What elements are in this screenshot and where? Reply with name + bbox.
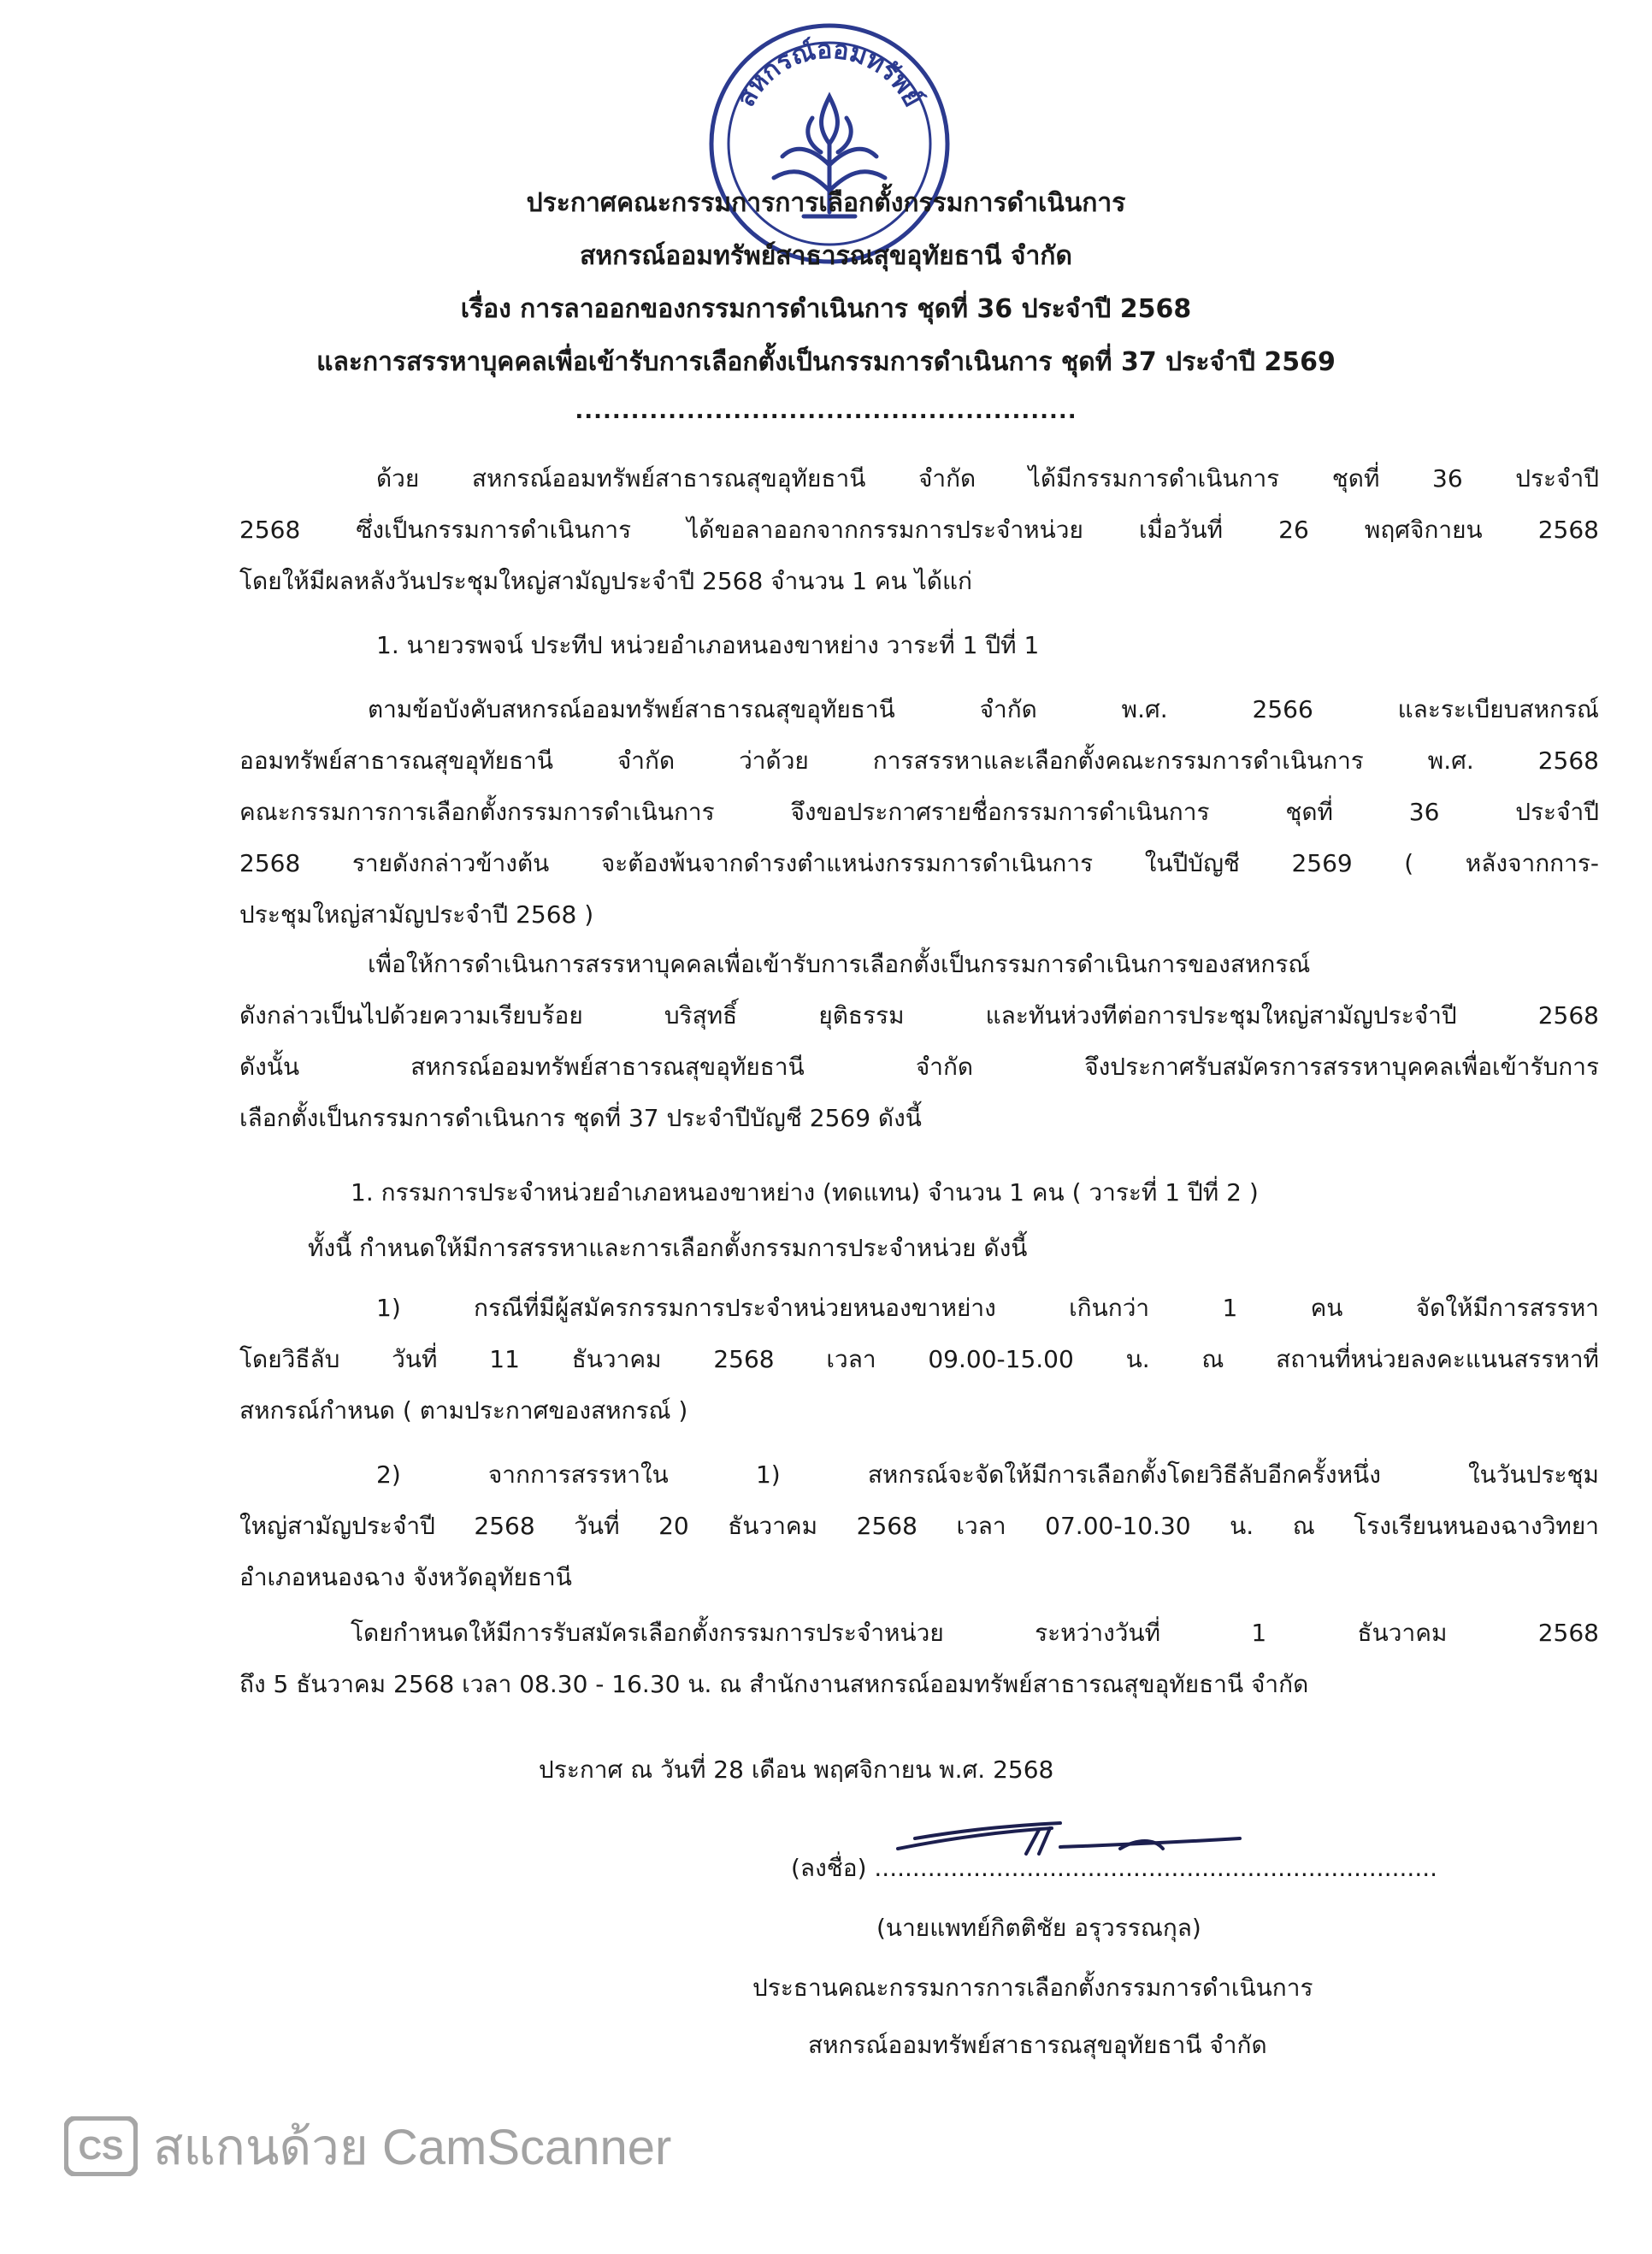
step1-line3: สหกรณ์กำหนด ( ตามประกาศของสหกรณ์ ) (239, 1396, 688, 1425)
schedule-intro: ทั้งนี้ กำหนดให้มีการสรรหาและการเลือกตั้งกรรมการประจำหน่วย ดังนี้ (308, 1234, 1028, 1262)
signer-name: (นายแพทย์กิตติชัย อรุวรรณกุล) (876, 1914, 1201, 1942)
para2-line4: 2568 รายดังกล่าวข้างต้น จะต้องพ้นจากดำรงตำแหน่งกรรมการดำเนินการ ในปีบัญชี 2569 ( หลังจากการ- (239, 849, 1599, 877)
svg-text:สหกรณ์ออมทรัพย์: สหกรณ์ออมทรัพย์ (730, 34, 929, 112)
para3-line3: ดังนั้น สหกรณ์ออมทรัพย์สาธารณสุขอุทัยธานี จำกัด จึงประกาศรับสมัครการสรรหาบุคคลเพื่อเข้ารับการ (239, 1053, 1599, 1081)
position-item: 1. กรรมการประจำหน่วยอำเภอหนองขาหย่าง (ทดแทน) จำนวน 1 คน ( วาระที่ 1 ปีที่ 2 ) (351, 1178, 1259, 1207)
signer-position: ประธานคณะกรรมการการเลือกตั้งกรรมการดำเนินการ (752, 1974, 1313, 2002)
camscanner-watermark (64, 2116, 671, 2176)
header-subject-continued: และการสรรหาบุคคลเพื่อเข้ารับการเลือกตั้งเป็นกรรมการดำเนินการ ชุดที่ 37 ประจำปี 2569 (316, 347, 1336, 377)
step2-line3: อำเภอหนองฉาง จังหวัดอุทัยธานี (239, 1563, 572, 1591)
para2-line2: ออมทรัพย์สาธารณสุขอุทัยธานี จำกัด ว่าด้วย การสรรหาและเลือกตั้งคณะกรรมการดำเนินการ พ.ศ. 2568 (239, 746, 1599, 775)
step2-line2: ใหญ่สามัญประจำปี 2568 วันที่ 20 ธันวาคม 2568 เวลา 07.00-10.30 น. ณ โรงเรียนหนองฉางวิทยา (239, 1512, 1599, 1540)
step1-line2: โดยวิธีลับ วันที่ 11 ธันวาคม 2568 เวลา 09.00-15.00 น. ณ สถานที่หน่วยลงคะแนนสรรหาที่ (239, 1345, 1599, 1373)
para3-line2: ดังกล่าวเป็นไปด้วยความเรียบร้อย บริสุทธิ์ ยุติธรรม และทันห่วงทีต่อการประชุมใหญ่สามัญประจำปี 2568 (239, 1001, 1599, 1030)
para2-line1: ตามข้อบังคับสหกรณ์ออมทรัพย์สาธารณสุขอุทัยธานี จำกัด พ.ศ. 2566 และระเบียบสหกรณ์ (368, 695, 1599, 723)
header-divider: ...................................................... (575, 398, 1077, 424)
svg-text:CS: CS (78, 2131, 124, 2167)
header-subject: เรื่อง การลาออกของกรรมการดำเนินการ ชุดที่ 36 ประจำปี 2568 (460, 294, 1192, 324)
para1-line2: 2568 ซึ่งเป็นกรรมการดำเนินการ ได้ขอลาออกจากกรรมการประจำหน่วย เมื่อวันที่ 26 พฤศจิกายน 2568 (239, 516, 1599, 544)
cooperative-seal-icon (701, 15, 958, 272)
signer-organization: สหกรณ์ออมทรัพย์สาธารณสุขอุทัยธานี จำกัด (808, 2031, 1267, 2059)
header-cooperative-name: สหกรณ์ออมทรัพย์สาธารณสุขอุทัยธานี จำกัด (580, 241, 1072, 271)
para3-line1: เพื่อให้การดำเนินการสรรหาบุคคลเพื่อเข้ารับการเลือกตั้งเป็นกรรมการดำเนินการของสหกรณ์ (368, 950, 1311, 978)
para2-line5: ประชุมใหญ่สามัญประจำปี 2568 ) (239, 900, 594, 929)
para2-line3: คณะกรรมการการเลือกตั้งกรรมการดำเนินการ จึงขอประกาศรายชื่อกรรมการดำเนินการ ชุดที่ 36 ประจำปี (239, 798, 1599, 826)
para1-line1: ด้วย สหกรณ์ออมทรัพย์สาธารณสุขอุทัยธานี จำกัด ได้มีกรรมการดำเนินการ ชุดที่ 36 ประจำปี (376, 464, 1599, 493)
apply-line2: ถึง 5 ธันวาคม 2568 เวลา 08.30 - 16.30 น. ณ สำนักงานสหกรณ์ออมทรัพย์สาธารณสุขอุทัยธานี จำกัด (239, 1670, 1309, 1698)
resigned-member: 1. นายวรพจน์ ประทีป หน่วยอำเภอหนองขาหย่าง วาระที่ 1 ปีที่ 1 (376, 631, 1040, 659)
signature-line: (ลงชื่อ) .......................................................................... (791, 1854, 1438, 1882)
header-title: ประกาศคณะกรรมการการเลือกตั้งกรรมการดำเนินการ (526, 188, 1126, 218)
camscanner-text: สแกนด้วย CamScanner (153, 2119, 672, 2175)
camscanner-logo-icon (64, 2116, 138, 2176)
announcement-date: ประกาศ ณ วันที่ 28 เดือน พฤศจิกายน พ.ศ. 2568 (539, 1755, 1054, 1784)
apply-line1: โดยกำหนดให้มีการรับสมัครเลือกตั้งกรรมการประจำหน่วย ระหว่างวันที่ 1 ธันวาคม 2568 (351, 1619, 1599, 1647)
step1-line1: 1) กรณีที่มีผู้สมัครกรรมการประจำหน่วยหนองขาหย่าง เกินกว่า 1 คน จัดให้มีการสรรหา (376, 1294, 1599, 1322)
para1-line3: โดยให้มีผลหลังวันประชุมใหญ่สามัญประจำปี 2568 จำนวน 1 คน ได้แก่ (239, 567, 972, 595)
para3-line4: เลือกตั้งเป็นกรรมการดำเนินการ ชุดที่ 37 ประจำปีบัญชี 2569 ดังนี้ (239, 1104, 922, 1132)
step2-line1: 2) จากการสรรหาใน 1) สหกรณ์จะจัดให้มีการเลือกตั้งโดยวิธีลับอีกครั้งหนึ่ง ในวันประชุม (376, 1460, 1599, 1489)
